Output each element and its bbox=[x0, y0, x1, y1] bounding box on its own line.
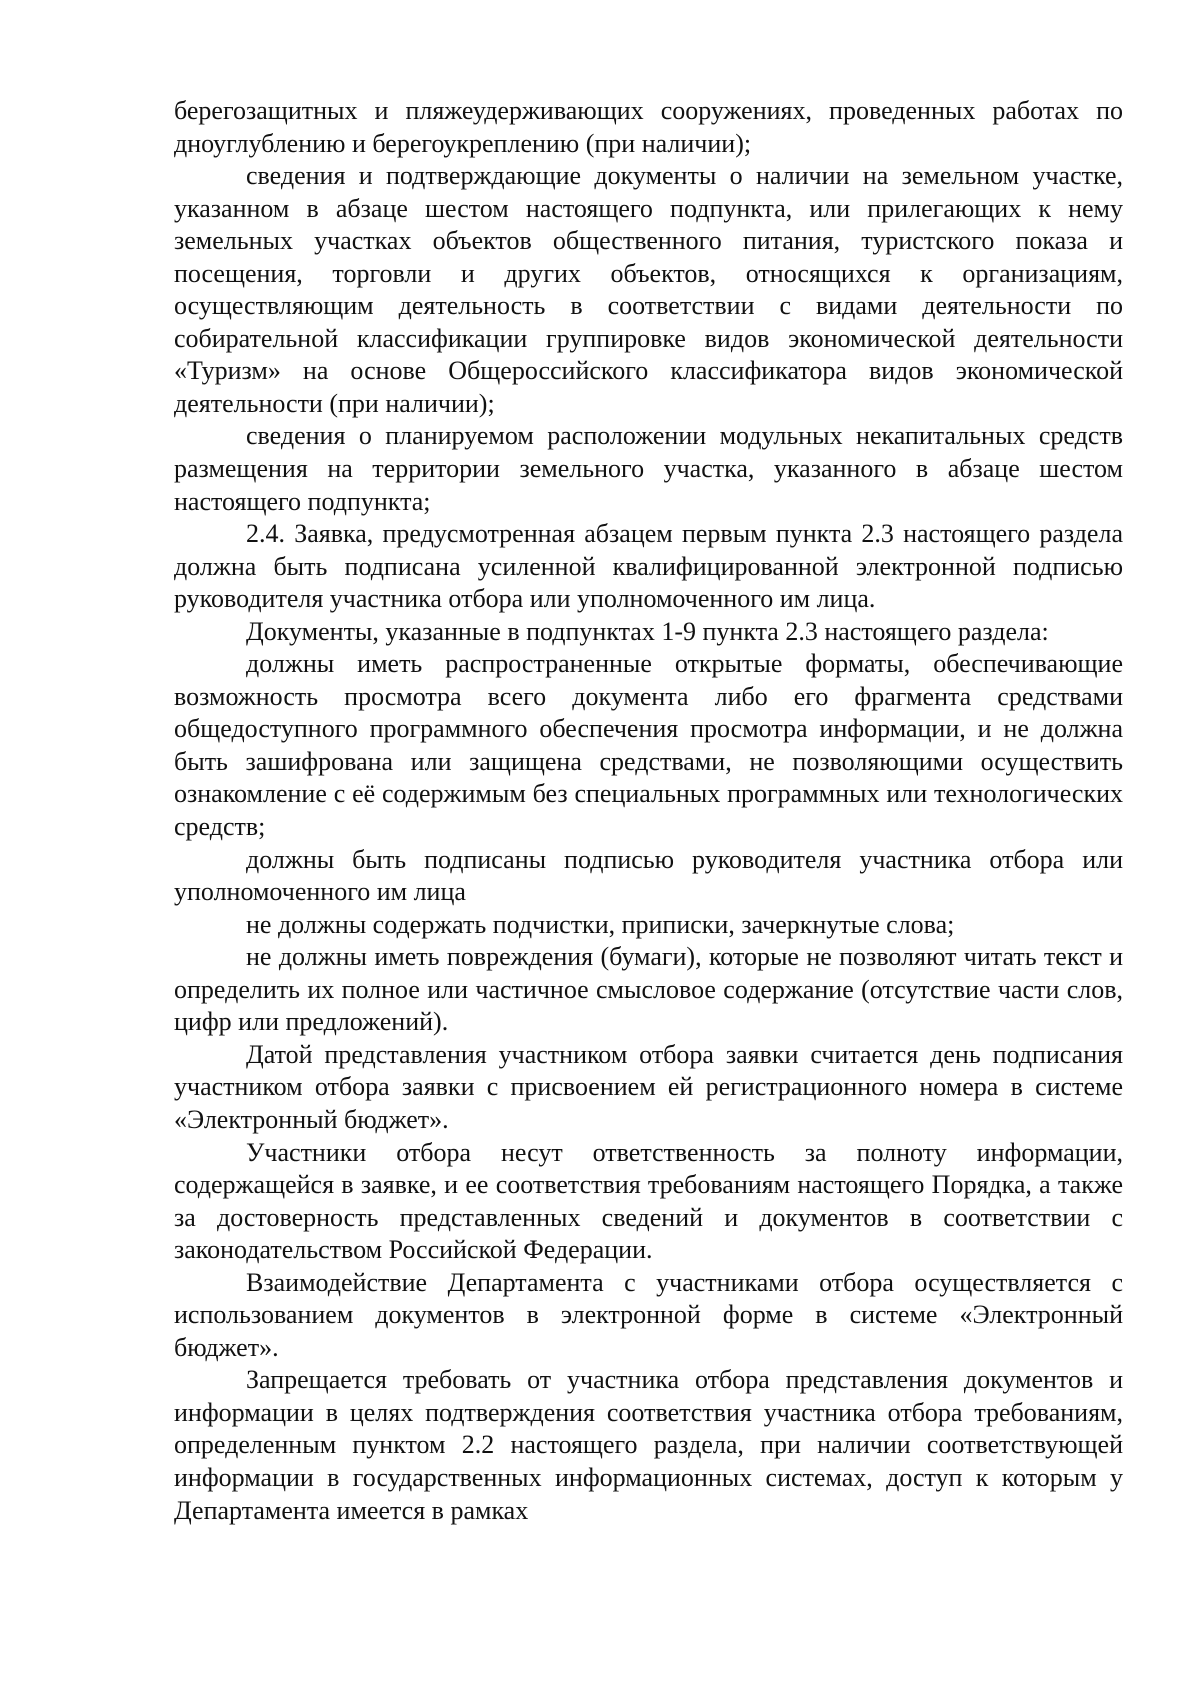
paragraph-signed-by-head: должны быть подписаны подписью руководителя участника отбора или уполномоченного им лица bbox=[174, 844, 1123, 907]
paragraph-open-formats: должны иметь распространенные открытые форматы, обеспечивающие возможность просмотра всего документа либо его фрагмента средствами общедоступного программного обеспечения просмотра информации, и не должна быть зашифрована или защищена средствами, не позволяющими осуществить ознакомление с её содержимым без специальных программных или технологических средств; bbox=[174, 649, 1123, 842]
document-page bbox=[174, 95, 1123, 1527]
paragraph-catering-objects: сведения и подтверждающие документы о наличии на земельном участке, указанном в абзаце шестом настоящего подпункта, или прилегающих к нему земельных участках объектов общественного питания, туристского показа и посещения, торговли и других объектов, относящихся к организациям, осуществляющим деятельность в соответствии с видами деятельности по собирательной классификации группировке видов экономической деятельности «Туризм» на основе Общероссийского классификатора видов экономической деятельности (при наличии); bbox=[174, 161, 1123, 418]
paragraph-submission-date: Датой представления участником отбора заявки считается день подписания участником отбора заявки с присвоением ей регистрационного номера в системе «Электронный бюджет». bbox=[174, 1039, 1123, 1134]
paragraph-participant-responsibility: Участники отбора несут ответственность за полноту информации, содержащейся в заявке, и ее соответствия требованиям настоящего Порядка, а также за достоверность представленных сведений и документов в соответствии с законодательством Российской Федерации. bbox=[174, 1137, 1123, 1265]
paragraph-prohibition: Запрещается требовать от участника отбора представления документов и информации в целях подтверждения соответствия участника отбора требованиям, определенным пунктом 2.2 настоящего раздела, при наличии соответствующей информации в государственных информационных системах, доступ к которым у Департамента имеется в рамках bbox=[174, 1365, 1123, 1525]
paragraph-electronic-interaction: Взаимодействие Департамента с участниками отбора осуществляется с использованием документов в электронной форме в системе «Электронный бюджет». bbox=[174, 1267, 1123, 1362]
paragraph-2-4-application-signature: 2.4. Заявка, предусмотренная абзацем первым пункта 2.3 настоящего раздела должна быть подписана усиленной квалифицированной электронной подписью руководителя участника отбора или уполномоченного им лица. bbox=[174, 519, 1123, 614]
paragraph-documents-intro: Документы, указанные в подпунктах 1-9 пункта 2.3 настоящего раздела: bbox=[246, 616, 1049, 646]
paragraph-modular-facilities: сведения о планируемом расположении модульных некапитальных средств размещения на территории земельного участка, указанного в абзаце шестом настоящего подпункта; bbox=[174, 421, 1123, 516]
paragraph-continued: берегозащитных и пляжеудерживающих сооружениях, проведенных работах по дноуглублению и берегоукреплению (при наличии); bbox=[174, 96, 1123, 158]
paragraph-no-erasures: не должны содержать подчистки, приписки, зачеркнутые слова; bbox=[246, 909, 955, 939]
paragraph-no-damage: не должны иметь повреждения (бумаги), которые не позволяют читать текст и определить их полное или частичное смысловое содержание (отсутствие части слов, цифр или предложений). bbox=[174, 942, 1123, 1037]
